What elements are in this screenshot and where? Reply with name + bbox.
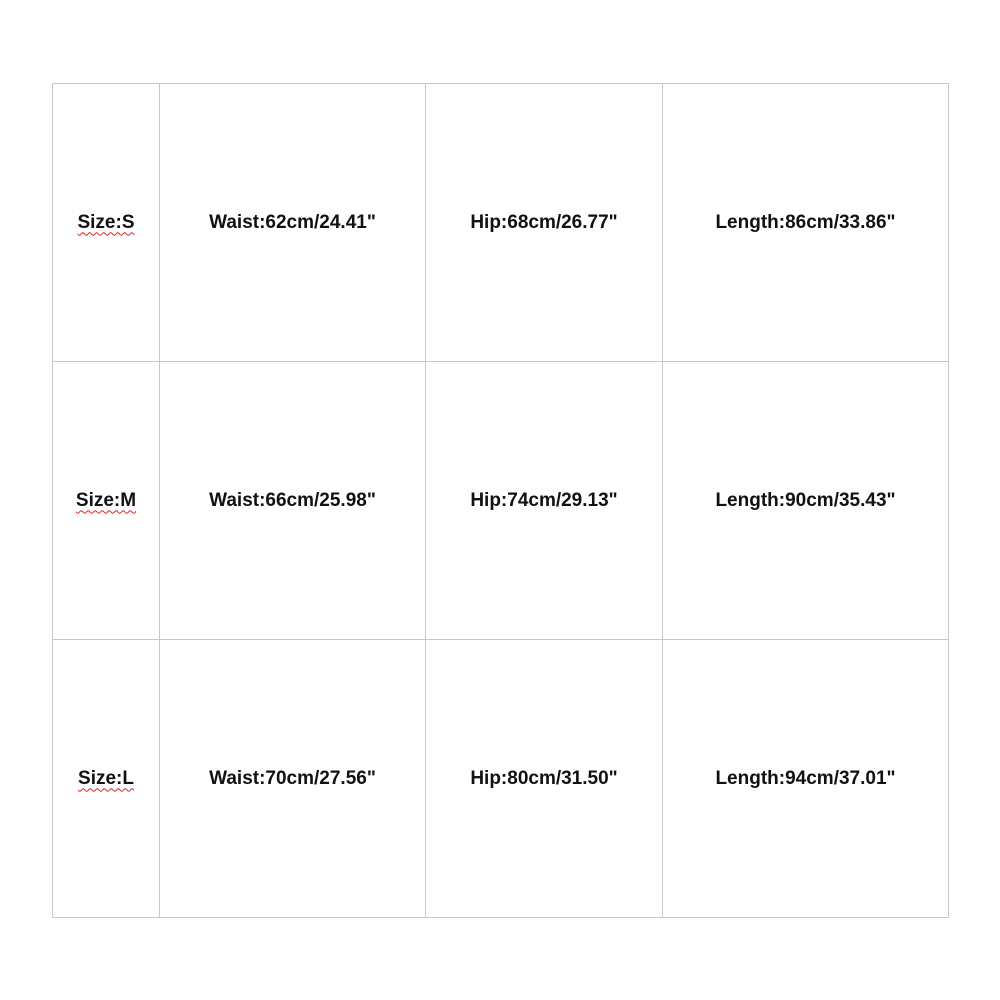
size-label: Size:S [77,211,135,233]
size-cell [53,362,160,640]
waist-cell: Waist:70cm/27.56" [160,640,426,918]
table-row [53,84,949,362]
length-cell: Length:94cm/37.01" [663,640,949,918]
hip-cell: Hip:80cm/31.50" [426,640,663,918]
size-cell [53,84,160,362]
length-cell: Length:86cm/33.86" [663,84,949,362]
hip-cell: Hip:74cm/29.13" [426,362,663,640]
hip-cell: Hip:68cm/26.77" [426,84,663,362]
table-row [53,362,949,640]
size-cell [53,640,160,918]
table-row [53,640,949,918]
waist-cell: Waist:62cm/24.41" [160,84,426,362]
waist-cell: Waist:66cm/25.98" [160,362,426,640]
size-label: Size:L [78,767,134,789]
length-cell: Length:90cm/35.43" [663,362,949,640]
size-chart-table [52,83,949,918]
size-label: Size:M [75,489,137,511]
